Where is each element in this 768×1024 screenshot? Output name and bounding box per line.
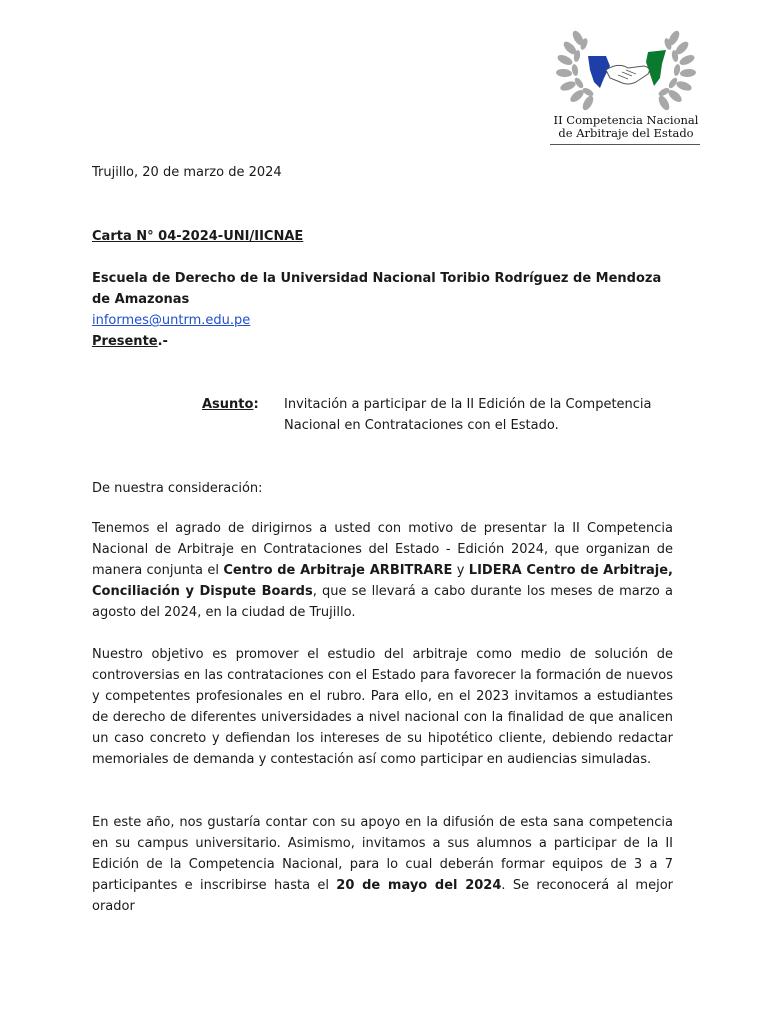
presente-line xyxy=(92,331,673,352)
greeting: De nuestra consideración: xyxy=(92,481,263,496)
recipient-email-line xyxy=(92,310,673,331)
laurel-handshake-icon xyxy=(548,26,704,114)
logo-title xyxy=(548,114,704,140)
logo-title-line1: II Competencia Nacional xyxy=(553,113,699,127)
logo-title-line2: de Arbitraje del Estado xyxy=(558,126,694,140)
paragraph-1-part1: Tenemos el agrado de dirigirnos a usted con motivo de presentar la II Competencia Nacional de Arbitraje en Contrataciones del Estado - Edición 2024, que organizan de manera conjunta el xyxy=(92,521,673,578)
subject-label-text: Asunto xyxy=(202,397,254,412)
paragraph-1-org2: LIDERA Centro de Arbitraje, Conciliación y Dispute Boards xyxy=(92,563,673,599)
letter-number xyxy=(92,226,673,247)
letter-number-text: Carta N° 04-2024-UNI/IICNAE xyxy=(92,229,304,244)
logo-divider xyxy=(550,144,700,145)
subject-label-colon: : xyxy=(253,397,259,412)
paragraph-3 xyxy=(92,812,673,917)
paragraph-1-org1: Centro de Arbitraje ARBITRARE xyxy=(223,563,453,578)
letter-date: Trujillo, 20 de marzo de 2024 xyxy=(92,165,282,180)
recipient-name: Escuela de Derecho de la Universidad Nacional Toribio Rodríguez de Mendoza de Amazonas xyxy=(92,271,662,307)
paragraph-1-part2: y xyxy=(452,563,469,578)
paragraph-3-part2: . Se reconocerá al mejor orador xyxy=(92,878,673,914)
paragraph-2: Nuestro objetivo es promover el estudio del arbitraje como medio de solución de controversias en las contrataciones con el Estado para favorecer la formación de nuevos y competentes profesionales en el rubro. Para ello, en el 2023 invitamos a estudiantes de derecho de diferentes universidades a nivel nacional con la finalidad de que analicen un caso concreto y defiendan los intereses de su hipotético cliente, debiendo redactar memoriales de demanda y contestación así como participar en audiencias simuladas. xyxy=(92,647,673,767)
subject-label xyxy=(202,394,259,415)
presente-text: Presente xyxy=(92,334,158,349)
paragraph-3-part1: En este año, nos gustaría contar con su apoyo en la difusión de esta sana competencia en su campus universitario. Asimismo, invitamos a sus alumnos a participar de la II Edición de la Competencia Nacional, para lo cual deberán formar equipos de 3 a 7 participantes e inscribirse hasta el xyxy=(92,815,673,893)
recipient-email-link[interactable]: informes@untrm.edu.pe xyxy=(92,313,251,328)
subject-text: Invitación a participar de la II Edición de la Competencia Nacional en Contrataciones con el Estado. xyxy=(284,397,652,433)
competition-logo xyxy=(548,26,704,148)
presente-suffix: .- xyxy=(157,334,168,349)
paragraph-1 xyxy=(92,518,673,623)
paragraph-1-part3: , que se llevará a cabo durante los meses de marzo a agosto del 2024, en la ciudad de Trujillo. xyxy=(92,584,673,620)
paragraph-3-deadline: 20 de mayo del 2024 xyxy=(336,878,502,893)
